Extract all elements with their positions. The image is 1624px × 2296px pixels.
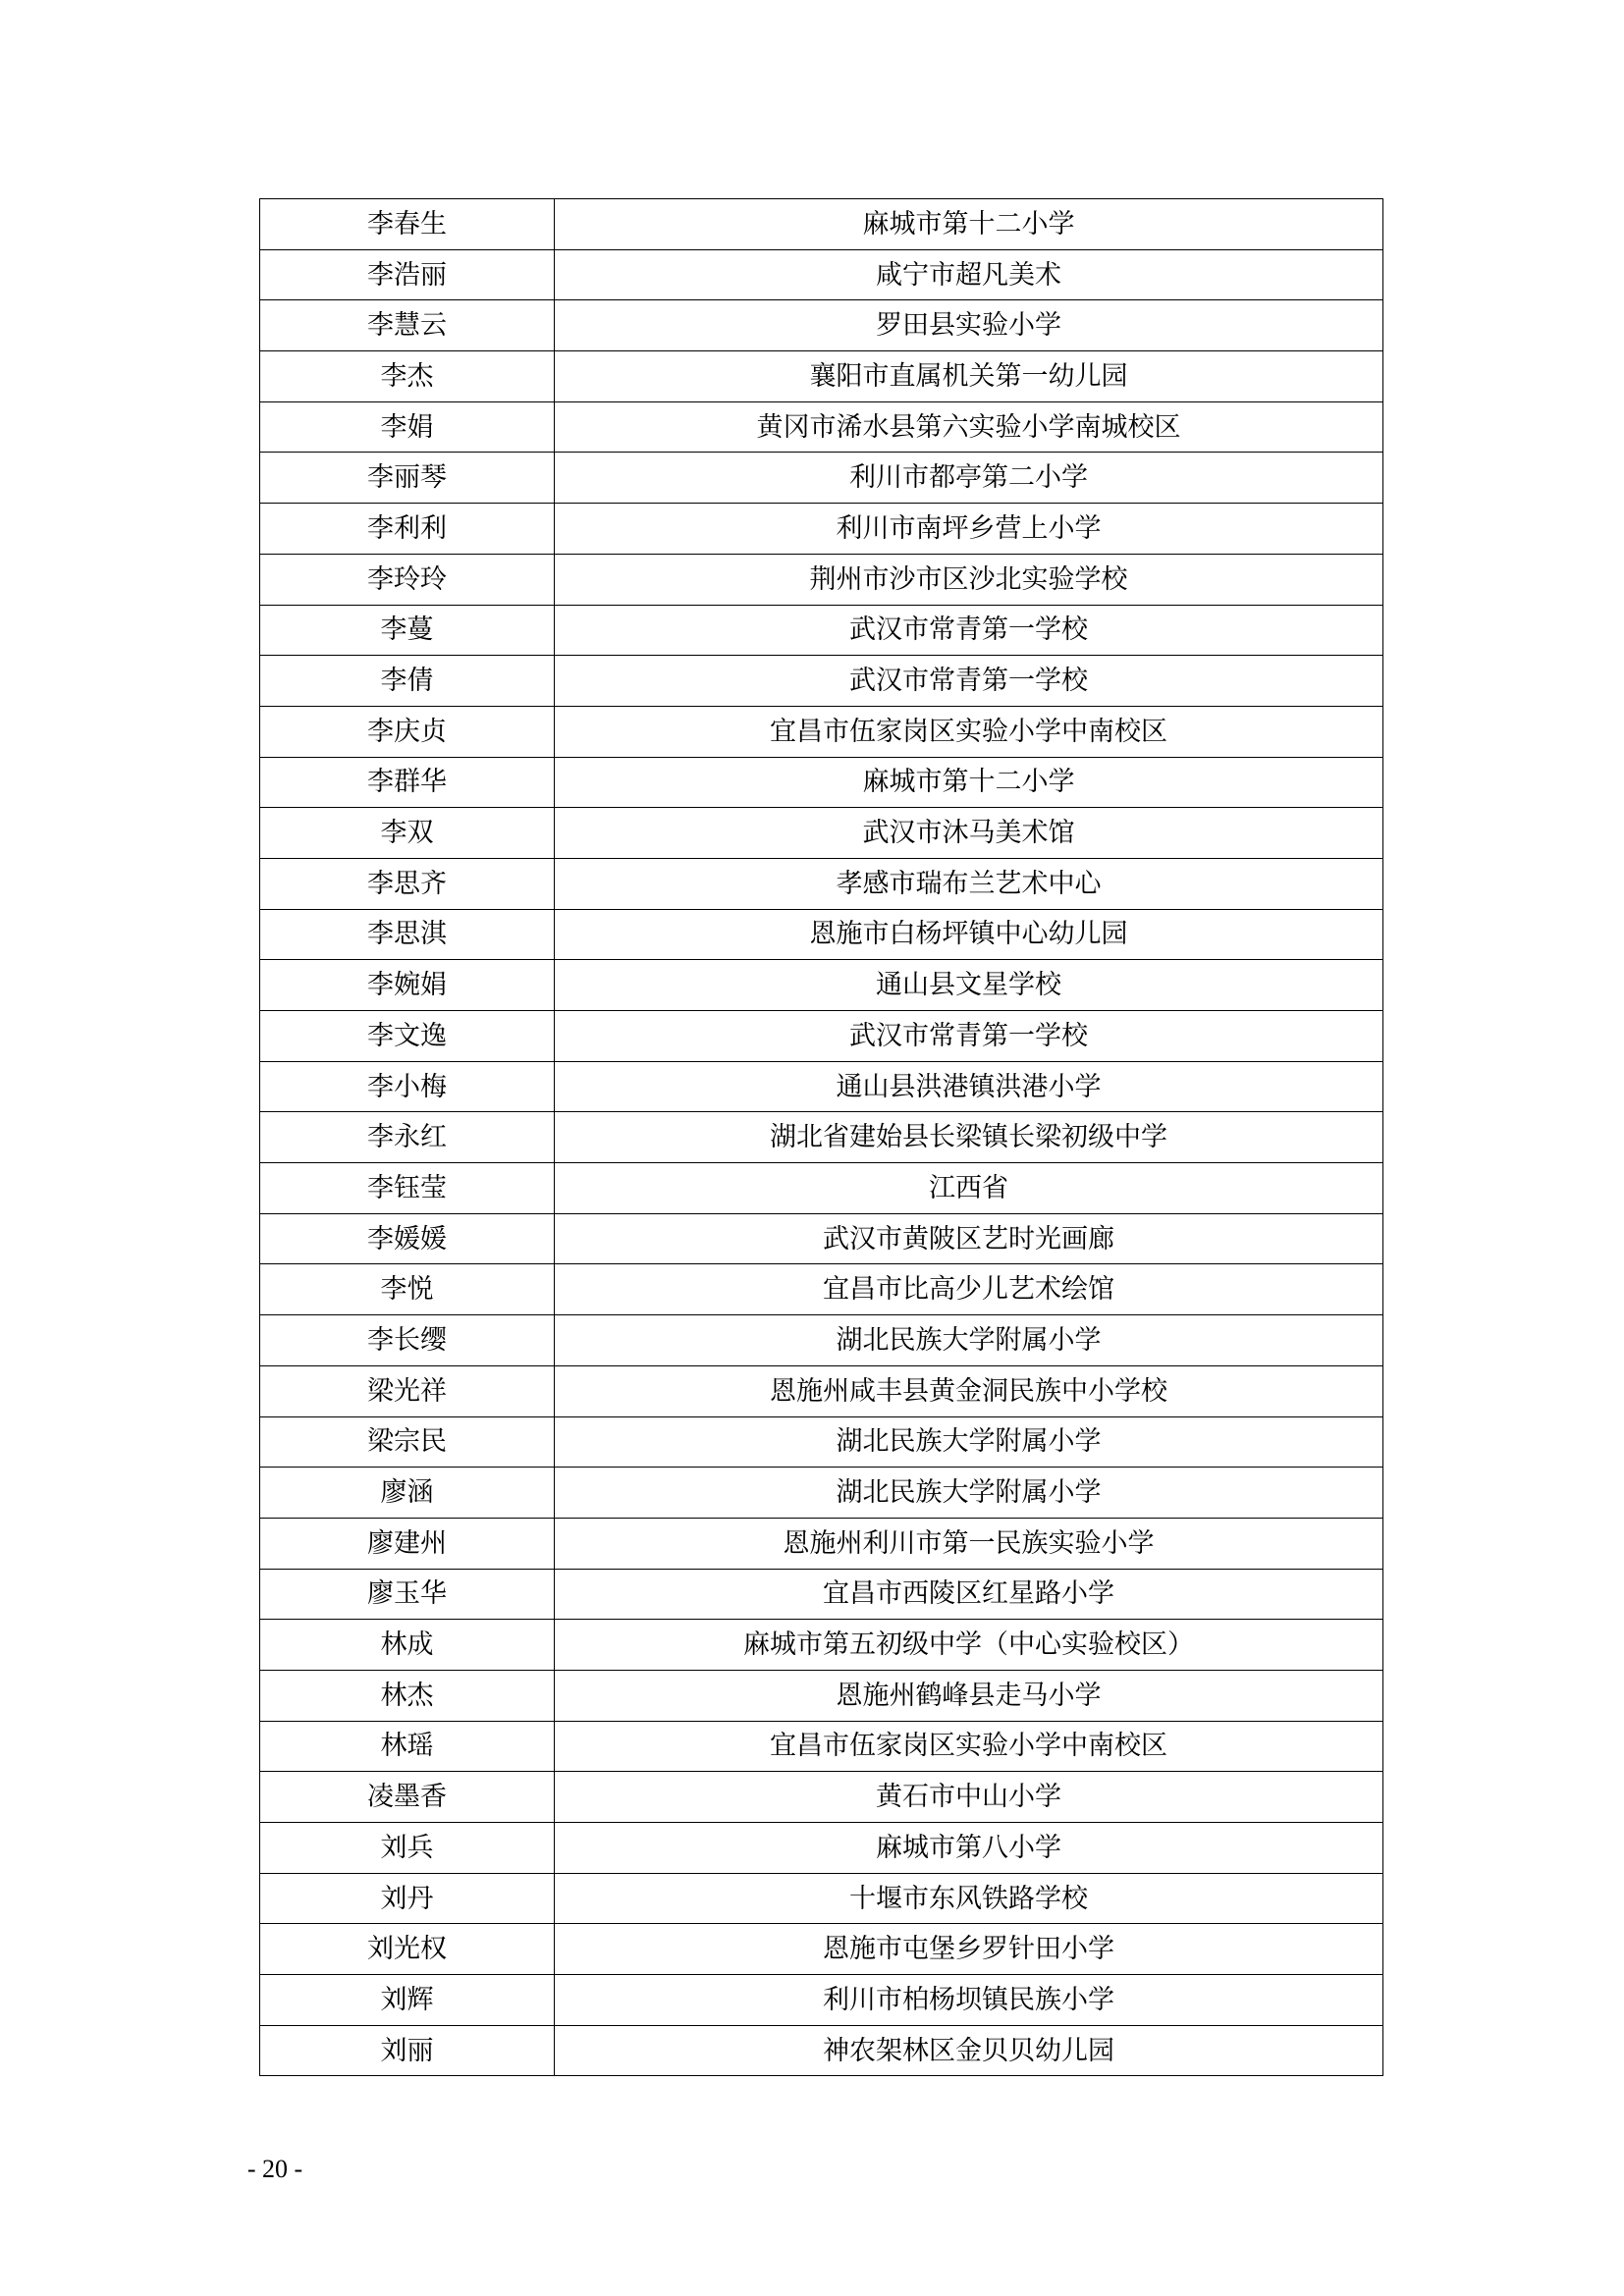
table-row [260,401,1383,453]
table-row [260,1518,1383,1569]
name-cell: 李娟 [260,401,555,453]
name-cell: 林成 [260,1620,555,1671]
name-cell: 梁光祥 [260,1365,555,1416]
unit-cell: 宜昌市伍家岗区实验小学中南校区 [555,1721,1383,1772]
table-row [260,1163,1383,1214]
name-cell: 李思淇 [260,909,555,960]
table-row [260,706,1383,757]
unit-cell: 荆州市沙市区沙北实验学校 [555,554,1383,605]
name-cell: 李永红 [260,1112,555,1163]
unit-cell: 恩施州咸丰县黄金洞民族中小学校 [555,1365,1383,1416]
unit-cell: 麻城市第十二小学 [555,757,1383,808]
name-cell: 梁宗民 [260,1416,555,1468]
unit-cell: 神农架林区金贝贝幼儿园 [555,2025,1383,2076]
table-row [260,1772,1383,1823]
name-cell: 廖玉华 [260,1569,555,1620]
unit-cell: 麻城市第八小学 [555,1823,1383,1874]
name-cell: 李文逸 [260,1011,555,1062]
table-row [260,1365,1383,1416]
roster-table [259,198,1383,2076]
table-row [260,1315,1383,1366]
table-row [260,1213,1383,1264]
unit-cell: 襄阳市直属机关第一幼儿园 [555,351,1383,402]
unit-cell: 宜昌市西陵区红星路小学 [555,1569,1383,1620]
table-row [260,1924,1383,1975]
name-cell: 李春生 [260,199,555,250]
unit-cell: 武汉市常青第一学校 [555,605,1383,656]
unit-cell: 利川市都亭第二小学 [555,453,1383,504]
unit-cell: 宜昌市伍家岗区实验小学中南校区 [555,706,1383,757]
table-row [260,858,1383,909]
name-cell: 李丽琴 [260,453,555,504]
name-cell: 刘丽 [260,2025,555,2076]
name-cell: 李倩 [260,656,555,707]
unit-cell: 湖北民族大学附属小学 [555,1468,1383,1519]
table-row [260,300,1383,351]
unit-cell: 恩施市白杨坪镇中心幼儿园 [555,909,1383,960]
unit-cell: 武汉市黄陂区艺时光画廊 [555,1213,1383,1264]
name-cell: 李群华 [260,757,555,808]
table-row [260,504,1383,555]
unit-cell: 咸宁市超凡美术 [555,249,1383,300]
unit-cell: 湖北民族大学附属小学 [555,1315,1383,1366]
unit-cell: 利川市柏杨坝镇民族小学 [555,1975,1383,2026]
name-cell: 李婉娟 [260,960,555,1011]
name-cell: 李钰莹 [260,1163,555,1214]
table-row [260,249,1383,300]
unit-cell: 武汉市常青第一学校 [555,656,1383,707]
unit-cell: 麻城市第十二小学 [555,199,1383,250]
unit-cell: 宜昌市比高少儿艺术绘馆 [555,1264,1383,1315]
table-row [260,1975,1383,2026]
name-cell: 廖涵 [260,1468,555,1519]
name-cell: 刘光权 [260,1924,555,1975]
name-cell: 李玲玲 [260,554,555,605]
table-row [260,656,1383,707]
name-cell: 李杰 [260,351,555,402]
table-row [260,1468,1383,1519]
table-row [260,960,1383,1011]
unit-cell: 通山县文星学校 [555,960,1383,1011]
name-cell: 李双 [260,808,555,859]
table-row [260,1873,1383,1924]
table-row [260,605,1383,656]
name-cell: 李思齐 [260,858,555,909]
table-row [260,1061,1383,1112]
unit-cell: 孝感市瑞布兰艺术中心 [555,858,1383,909]
table-row [260,1823,1383,1874]
unit-cell: 湖北省建始县长梁镇长梁初级中学 [555,1112,1383,1163]
table-row [260,1670,1383,1721]
table-row [260,1264,1383,1315]
table-row [260,1416,1383,1468]
table-row [260,1721,1383,1772]
name-cell: 李庆贞 [260,706,555,757]
unit-cell: 湖北民族大学附属小学 [555,1416,1383,1468]
name-cell: 刘丹 [260,1873,555,1924]
name-cell: 李小梅 [260,1061,555,1112]
table-row [260,1620,1383,1671]
table-row [260,554,1383,605]
roster-table-body [260,199,1383,2076]
table-row [260,909,1383,960]
name-cell: 李浩丽 [260,249,555,300]
name-cell: 林杰 [260,1670,555,1721]
name-cell: 刘辉 [260,1975,555,2026]
page-number: - 20 - [246,2155,303,2183]
table-row [260,1112,1383,1163]
unit-cell: 黄石市中山小学 [555,1772,1383,1823]
table-row [260,1569,1383,1620]
name-cell: 李慧云 [260,300,555,351]
table-row [260,199,1383,250]
name-cell: 凌墨香 [260,1772,555,1823]
table-row [260,2025,1383,2076]
name-cell: 李利利 [260,504,555,555]
unit-cell: 武汉市常青第一学校 [555,1011,1383,1062]
unit-cell: 恩施州利川市第一民族实验小学 [555,1518,1383,1569]
unit-cell: 黄冈市浠水县第六实验小学南城校区 [555,401,1383,453]
table-row [260,757,1383,808]
unit-cell: 江西省 [555,1163,1383,1214]
name-cell: 林瑶 [260,1721,555,1772]
unit-cell: 十堰市东风铁路学校 [555,1873,1383,1924]
unit-cell: 麻城市第五初级中学（中心实验校区） [555,1620,1383,1671]
table-row [260,808,1383,859]
table-row [260,1011,1383,1062]
unit-cell: 罗田县实验小学 [555,300,1383,351]
name-cell: 李悦 [260,1264,555,1315]
unit-cell: 武汉市沐马美术馆 [555,808,1383,859]
name-cell: 廖建州 [260,1518,555,1569]
table-row [260,453,1383,504]
name-cell: 李长缨 [260,1315,555,1366]
unit-cell: 利川市南坪乡营上小学 [555,504,1383,555]
unit-cell: 通山县洪港镇洪港小学 [555,1061,1383,1112]
unit-cell: 恩施州鹤峰县走马小学 [555,1670,1383,1721]
name-cell: 刘兵 [260,1823,555,1874]
unit-cell: 恩施市屯堡乡罗针田小学 [555,1924,1383,1975]
name-cell: 李蔓 [260,605,555,656]
table-row [260,351,1383,402]
name-cell: 李媛媛 [260,1213,555,1264]
